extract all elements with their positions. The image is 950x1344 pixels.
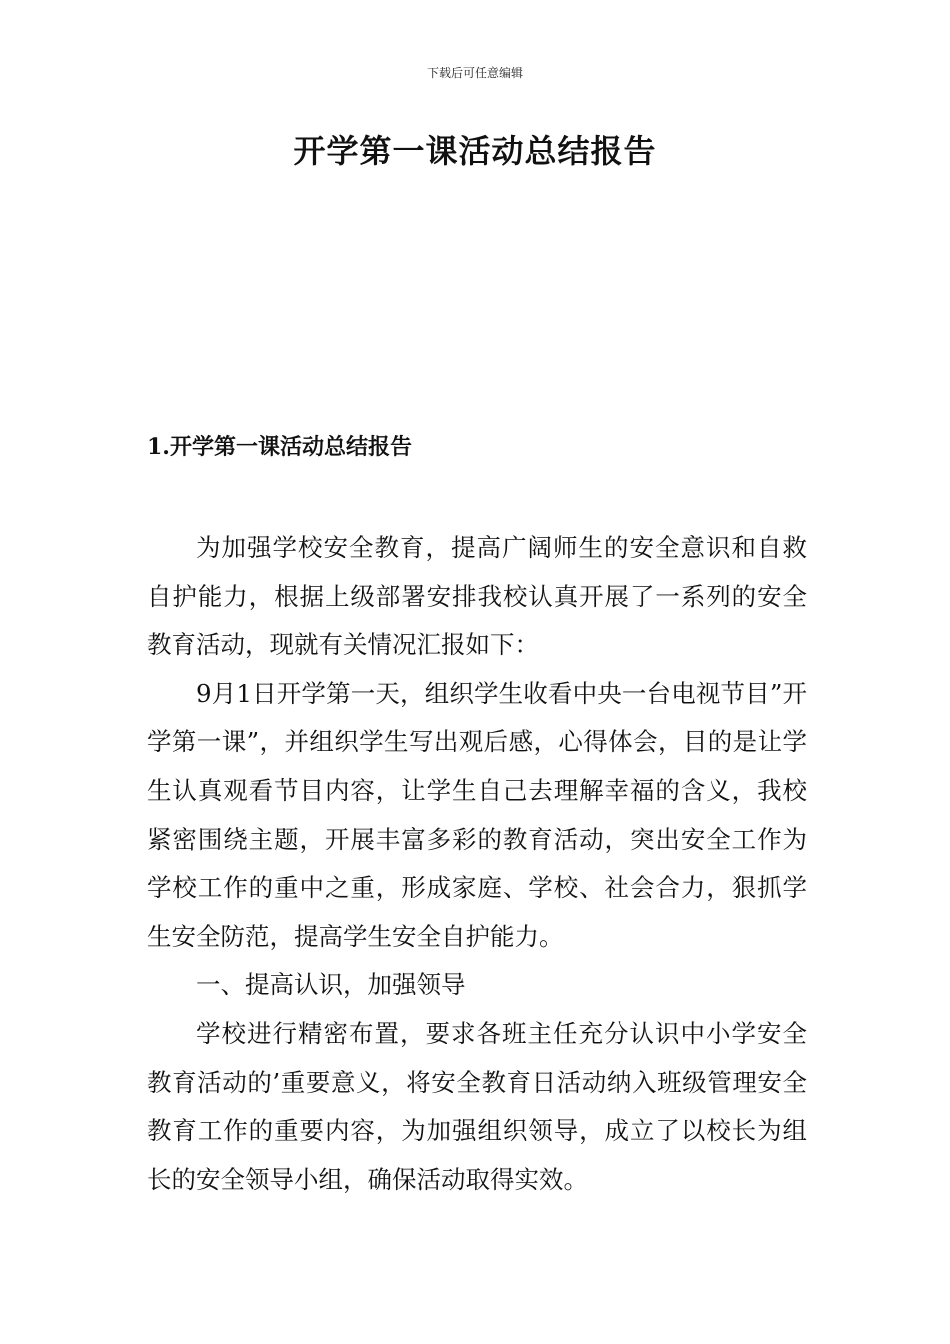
paragraph-intro: 为加强学校安全教育，提高广阔师生的安全意识和自救自护能力，根据上级部署安排我校认真开展了一系列的安全教育活动，现就有关情况汇报如下： [147,533,807,660]
body-text [147,524,807,1204]
subheading-leadership: 一、提高认识，加强领导 [196,970,466,1000]
paragraph-arrangement: 学校进行精密布置，要求各班主任充分认识中小学安全教育活动的’重要意义，将安全教育日活动纳入班级管理安全教育工作的重要内容，为加强组织领导，成立了以校长为组长的安全领导小组，确保活动取得实效。 [147,1018,807,1194]
document-title: 开学第一课活动总结报告 [293,132,657,170]
header-note: 下载后可任意编辑 [426,66,523,80]
section-heading: 1.开学第一课活动总结报告 [147,434,412,460]
paragraph-first-day: 9月1日开学第一天，组织学生收看中央一台电视节目”开学第一课”，并组织学生写出观后感，心得体会，目的是让学生认真观看节目内容，让学生自己去理解幸福的含义，我校紧密围绕主题，开展丰富多彩的教育活动，突出安全工作为学校工作的重中之重，形成家庭、学校、社会合力，狠抓学生安全防范，提高学生安全自护能力。 [147,678,807,951]
